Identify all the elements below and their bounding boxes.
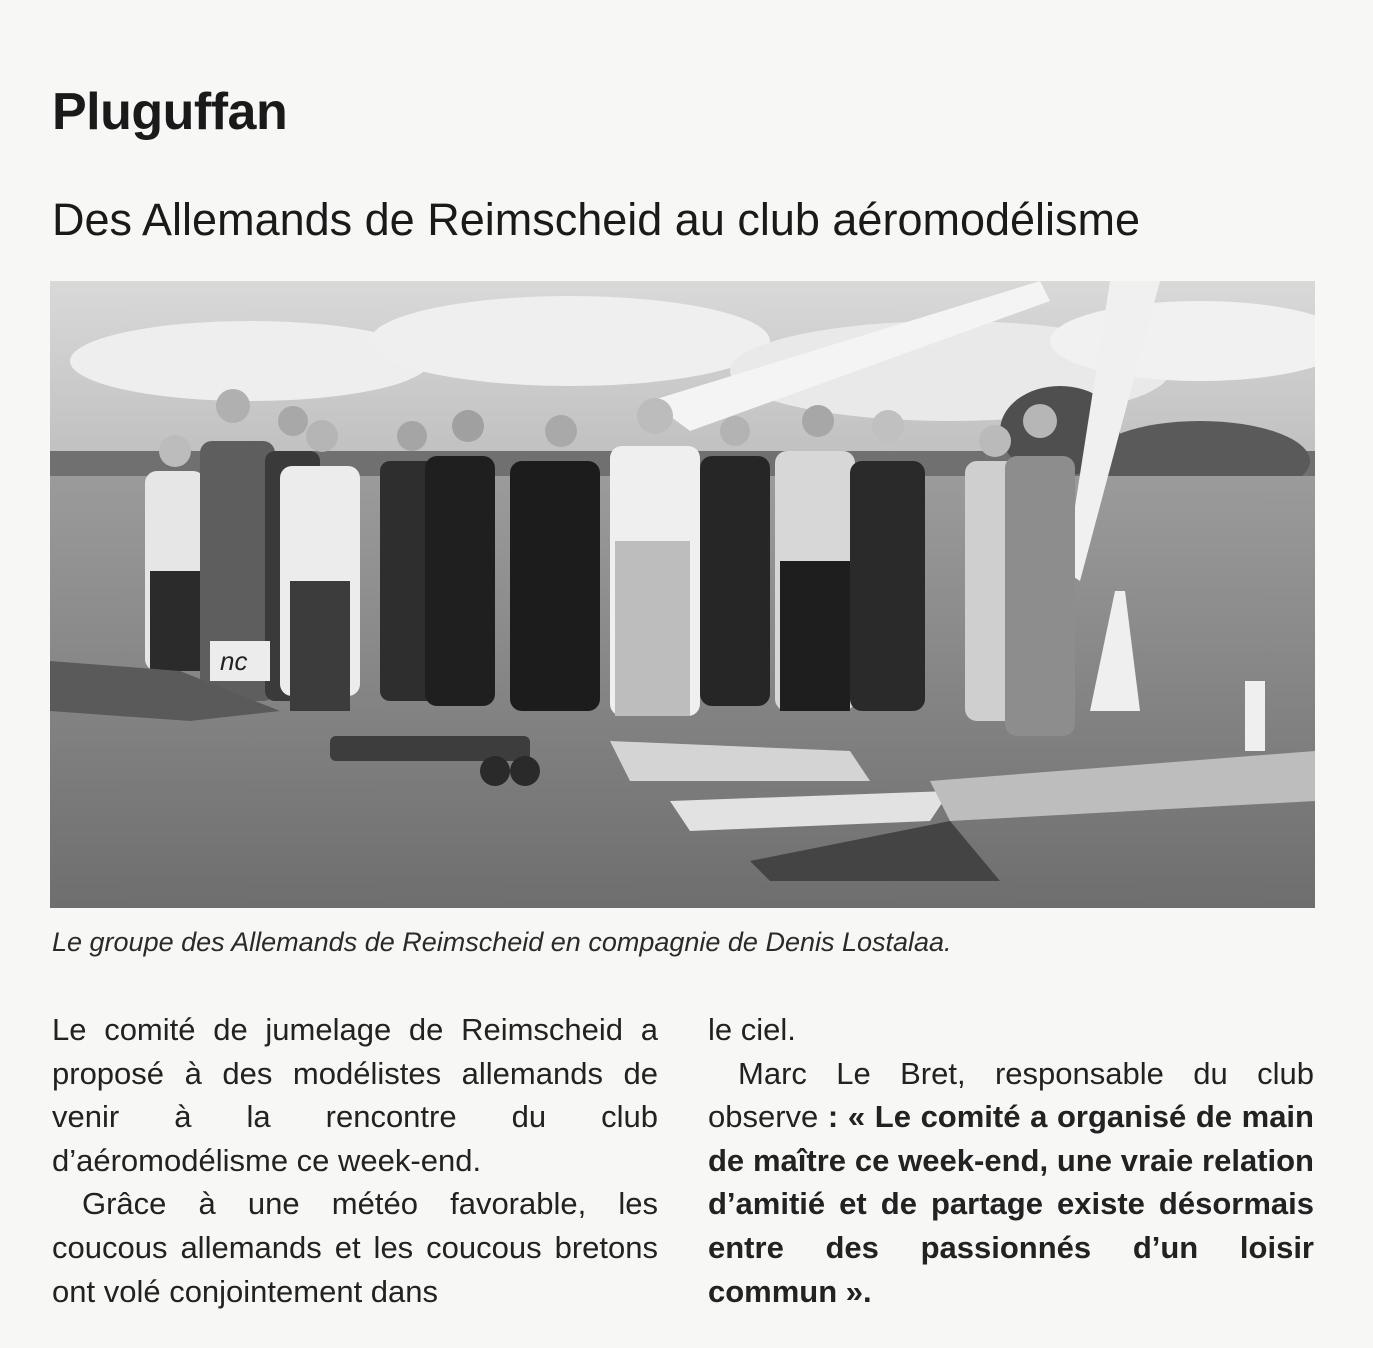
group-photo-illustration [50,281,1315,908]
quote-paragraph [708,1052,1314,1314]
article-column-left [52,1008,658,1313]
town-heading: Pluguffan [52,83,288,141]
plane-label: nc [220,646,248,676]
article-headline: Des Allemands de Reimscheid au club aéromodélisme [52,194,1141,245]
quote-attribution: Marc Le Bret, responsable du club observe [708,1055,1314,1135]
body-paragraph: le ciel. [708,1012,796,1047]
article-photo [50,281,1315,908]
article-column-right [708,1008,1314,1313]
body-paragraph: Le comité de jumelage de Reimscheid a proposé à des modélistes allemands de venir à la rencontre du club d’aéromodélisme ce week-end. [52,1012,658,1178]
quote-colon: : [818,1099,848,1135]
quote-text: « Le comité a organisé de main de maître ce week-end, une vraie relation d’amitié et de partage existe désormais entre des passionnés d’un loisir commun ». [708,1099,1314,1309]
photo-caption: Le groupe des Allemands de Reimscheid en compagnie de Denis Lostalaa. [52,927,952,957]
body-paragraph: Grâce à une météo favorable, les coucous allemands et les coucous bretons ont volé conjointement dans [52,1186,658,1309]
